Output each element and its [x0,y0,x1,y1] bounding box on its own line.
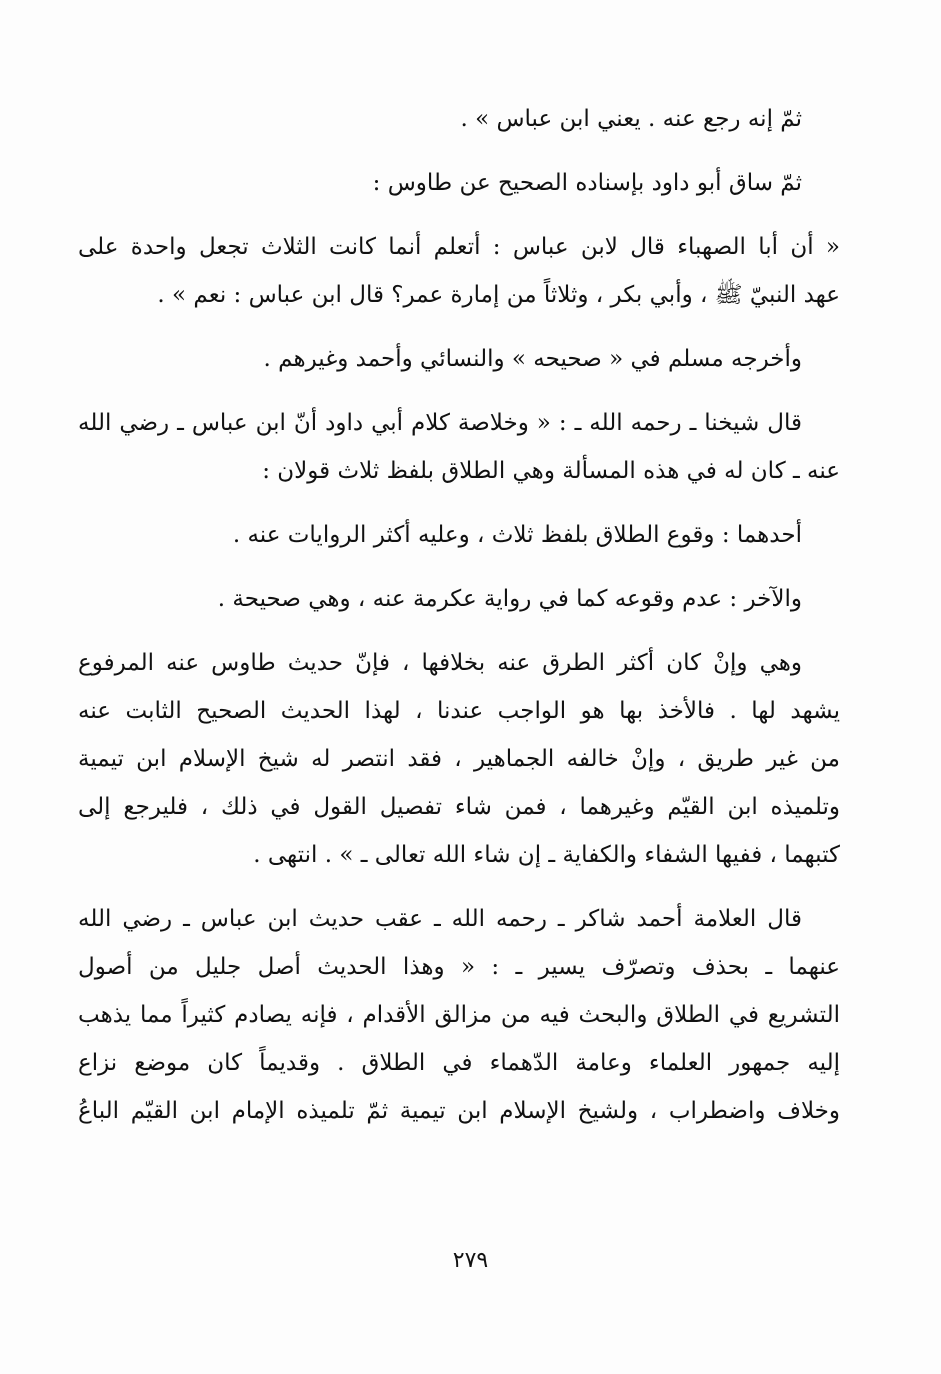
text-line: عنه ـ كان له في هذه المسألة وهي الطلاق بلفظ ثلاث قولان : [262,458,840,484]
text-line: وهي وإنْ كان أكثر الطرق عنه بخلافها ، فإنّ حديث طاوس عنه المرفوع [78,650,802,676]
text-line: وأخرجه مسلم في « صحيحه » والنسائي وأحمد وغيرهم . [263,346,802,372]
text-line: عنهما ـ بحذف وتصرّف يسير ـ : « وهذا الحديث أصل جليل من أصول [78,954,840,980]
page-number: ٢٧٩ [452,1248,489,1273]
text-line: « أن أبا الصهباء قال لابن عباس : أتعلم أنما كانت الثلاث تجعل واحدة على [78,234,840,260]
text-line: كتبهما ، ففيها الشفاء والكفاية ـ إن شاء الله تعالى ـ » . انتهى . [253,842,840,868]
text-line: إليه جمهور العلماء وعامة الدّهماء في الطلاق . وقديماً كان موضع نزاع [78,1050,840,1076]
text-line: من غير طريق ، وإنْ خالفه الجماهير ، فقد انتصر له شيخ الإسلام ابن تيمية [78,746,840,772]
text-line: التشريع في الطلاق والبحث فيه من مزالق الأقدام ، فإنه يصادم كثيراً مما يذهب [78,1002,840,1028]
text-line: وتلميذه ابن القيّم وغيرهما ، فمن شاء تفصيل القول في ذلك ، فليرجع إلى [78,794,840,820]
text-line: وخلاف واضطراب ، ولشيخ الإسلام ابن تيمية ثمّ تلميذه الإمام ابن القيّم الباعُ [78,1098,840,1124]
text-line: قال شيخنا ـ رحمه الله ـ : « وخلاصة كلام أبي داود أنّ ابن عباس ـ رضي الله [78,410,802,436]
text-line: قال العلامة أحمد شاكر ـ رحمه الله ـ عقب حديث ابن عباس ـ رضي الله [78,906,802,932]
body-text [78,95,840,1135]
text-line: والآخر : عدم وقوعه كما في رواية عكرمة عنه ، وهي صحيحة . [217,586,802,612]
text-line: عهد النبيّ ﷺ ، وأبي بكر ، وثلاثاً من إمارة عمر؟ قال ابن عباس : نعم » . [157,282,840,308]
text-line: أحدهما : وقوع الطلاق بلفظ ثلاث ، وعليه أكثر الروايات عنه . [232,522,802,548]
text-line: ثمّ ساق أبو داود بإسناده الصحيح عن طاوس : [372,170,802,196]
text-line: يشهد لها . فالأخذ بها هو الواجب عندنا ، لهذا الحديث الصحيح الثابت عنه [78,698,840,724]
text-line: ثمّ إنه رجع عنه . يعني ابن عباس » . [460,106,802,132]
